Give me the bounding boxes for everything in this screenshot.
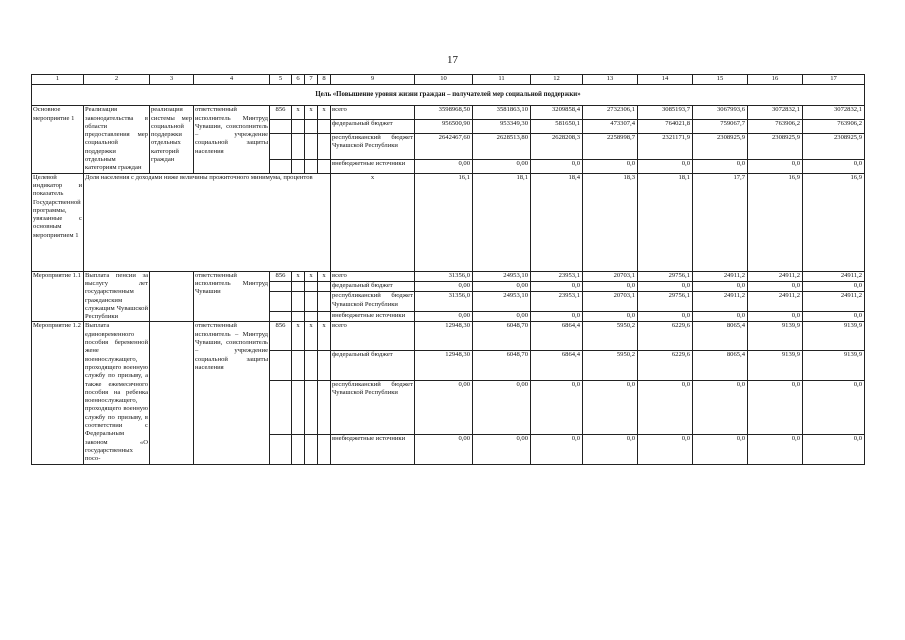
- amount-cell: 0,00: [473, 312, 531, 322]
- empty-code-cell: [270, 435, 292, 464]
- amount-cell: 0,0: [531, 312, 583, 322]
- indicator-value: 17,7: [693, 173, 748, 271]
- amount-cell: 0,00: [415, 435, 473, 464]
- empty-code-cell: [305, 312, 318, 322]
- amount-cell: 0,0: [693, 159, 748, 173]
- amount-cell: 581650,1: [531, 120, 583, 134]
- amount-cell: 24911,2: [693, 271, 748, 281]
- amount-cell: 0,0: [693, 435, 748, 464]
- code-x: x: [305, 271, 318, 281]
- amount-cell: 12948,30: [415, 351, 473, 380]
- amount-cell: 29756,1: [638, 292, 693, 312]
- amount-cell: 2628513,80: [473, 133, 531, 159]
- amount-cell: 0,0: [803, 159, 865, 173]
- amount-cell: 3209858,4: [531, 106, 583, 120]
- funding-source: федеральный бюджет: [331, 351, 415, 380]
- amount-cell: 0,0: [748, 435, 803, 464]
- item-executor: ответственный исполнитель Минтруд Чувашии, соисполнитель – учреждение социальной защиты населения: [194, 106, 270, 173]
- empty-code-cell: [318, 133, 331, 159]
- amount-cell: 0,0: [803, 380, 865, 435]
- funding-source: всего: [331, 271, 415, 281]
- col-header: 13: [583, 75, 638, 85]
- empty-code-cell: [270, 282, 292, 292]
- amount-cell: 0,0: [583, 312, 638, 322]
- budget-code: 856: [270, 271, 292, 281]
- amount-cell: 23953,1: [531, 271, 583, 281]
- event-row: [32, 322, 865, 351]
- item-goal: реализация системы мер социальной поддержки отдельных категорий граждан: [150, 106, 194, 173]
- amount-cell: 0,0: [583, 380, 638, 435]
- amount-cell: 24911,2: [803, 292, 865, 312]
- amount-cell: 24953,10: [473, 292, 531, 312]
- amount-cell: 20703,1: [583, 271, 638, 281]
- amount-cell: 2628208,3: [531, 133, 583, 159]
- col-header: 9: [331, 75, 415, 85]
- code-x: x: [292, 106, 305, 120]
- empty-code-cell: [318, 282, 331, 292]
- col-header: 14: [638, 75, 693, 85]
- item-code: Мероприятие 1.2: [32, 322, 84, 464]
- empty-code-cell: [305, 120, 318, 134]
- amount-cell: 6229,6: [638, 322, 693, 351]
- item-description: Реализация законодательства в области предоставления мер социальной поддержки отдельным категориям граждан: [85, 106, 148, 172]
- funding-source: внебюджетные источники: [331, 435, 415, 464]
- amount-cell: 6864,4: [531, 351, 583, 380]
- amount-cell: 3072832,1: [803, 106, 865, 120]
- amount-cell: 6048,70: [473, 322, 531, 351]
- amount-cell: 0,00: [473, 435, 531, 464]
- amount-cell: 6048,70: [473, 351, 531, 380]
- amount-cell: 0,0: [531, 159, 583, 173]
- amount-cell: 2308925,9: [748, 133, 803, 159]
- amount-cell: 0,00: [415, 282, 473, 292]
- empty-code-cell: [305, 380, 318, 435]
- amount-cell: 0,0: [748, 282, 803, 292]
- col-header: 5: [270, 75, 292, 85]
- code-x: x: [318, 106, 331, 120]
- budget-code: 856: [270, 322, 292, 351]
- indicator-label: Целевой индикатор и показатель Государственной программы, увязанные с основным мероприятием 1: [32, 173, 84, 271]
- amount-cell: 6864,4: [531, 322, 583, 351]
- item-code: Мероприятие 1.1: [32, 271, 84, 322]
- amount-cell: 0,0: [803, 435, 865, 464]
- indicator-value: 16,9: [748, 173, 803, 271]
- code-x: x: [292, 271, 305, 281]
- empty-code-cell: [305, 282, 318, 292]
- amount-cell: 3067993,6: [693, 106, 748, 120]
- amount-cell: 2732306,1: [583, 106, 638, 120]
- empty-code-cell: [292, 435, 305, 464]
- empty-code-cell: [292, 312, 305, 322]
- amount-cell: 24911,2: [693, 292, 748, 312]
- col-header: 15: [693, 75, 748, 85]
- amount-cell: 8065,4: [693, 351, 748, 380]
- funding-source: федеральный бюджет: [331, 120, 415, 134]
- item-goal: [150, 322, 194, 464]
- amount-cell: 0,0: [583, 282, 638, 292]
- indicator-value: 18,4: [531, 173, 583, 271]
- empty-code-cell: [292, 292, 305, 312]
- empty-code-cell: [270, 380, 292, 435]
- amount-cell: 763906,2: [748, 120, 803, 134]
- col-header: 1: [32, 75, 84, 85]
- empty-code-cell: [270, 312, 292, 322]
- amount-cell: 2308925,9: [803, 133, 865, 159]
- funding-source: республиканский бюджет Чувашской Республики: [331, 133, 415, 159]
- empty-code-cell: [292, 133, 305, 159]
- code-x: x: [318, 322, 331, 351]
- amount-cell: 0,0: [583, 435, 638, 464]
- col-header: 16: [748, 75, 803, 85]
- empty-code-cell: [270, 120, 292, 134]
- amount-cell: 23953,1: [531, 292, 583, 312]
- funding-source: республиканский бюджет Чувашской Республики: [331, 380, 415, 435]
- amount-cell: 3085193,7: [638, 106, 693, 120]
- col-header: 8: [318, 75, 331, 85]
- amount-cell: 759067,7: [693, 120, 748, 134]
- amount-cell: 5950,2: [583, 351, 638, 380]
- amount-cell: 31356,0: [415, 292, 473, 312]
- empty-code-cell: [305, 435, 318, 464]
- funding-source: всего: [331, 106, 415, 120]
- col-header: 11: [473, 75, 531, 85]
- amount-cell: 764021,8: [638, 120, 693, 134]
- amount-cell: 24953,10: [473, 271, 531, 281]
- amount-cell: 0,0: [693, 312, 748, 322]
- amount-cell: 9139,9: [803, 322, 865, 351]
- funding-source: республиканский бюджет Чувашской Республики: [331, 292, 415, 312]
- amount-cell: 0,0: [531, 435, 583, 464]
- empty-code-cell: [318, 120, 331, 134]
- empty-code-cell: [270, 133, 292, 159]
- empty-code-cell: [270, 159, 292, 173]
- amount-cell: 0,00: [415, 312, 473, 322]
- amount-cell: 9139,9: [803, 351, 865, 380]
- amount-cell: 0,0: [531, 282, 583, 292]
- indicator-row: [32, 173, 865, 271]
- amount-cell: 0,00: [415, 380, 473, 435]
- amount-cell: 0,0: [748, 312, 803, 322]
- item-goal: [150, 271, 194, 322]
- col-header: 6: [292, 75, 305, 85]
- col-header: 17: [803, 75, 865, 85]
- funding-source: внебюджетные источники: [331, 159, 415, 173]
- program-table: [31, 74, 865, 465]
- item-code: Основное мероприятие 1: [32, 106, 84, 173]
- item-description: Выплата единовременного пособия беременной жене военнослужащего, проходящего военную службу по призыву, а также ежемесячного пособия на ребенка военнослужащего, проходящего военную службу по призыву, в соответствии с Федеральным законом «О государственных посо-: [85, 322, 148, 463]
- amount-cell: 956500,90: [415, 120, 473, 134]
- amount-cell: 0,0: [531, 380, 583, 435]
- item-executor: ответственный исполнитель Минтруд Чувашии: [194, 271, 270, 322]
- item-description: Выплата пенсии за выслугу лет государственным гражданским служащим Чувашской Республики: [85, 271, 148, 321]
- empty-code-cell: [292, 159, 305, 173]
- col-header: 3: [150, 75, 194, 85]
- empty-code-cell: [305, 159, 318, 173]
- amount-cell: 0,0: [638, 312, 693, 322]
- budget-code: 856: [270, 106, 292, 120]
- section-row: [32, 106, 865, 120]
- page-number: 17: [447, 54, 458, 66]
- amount-cell: 0,00: [473, 380, 531, 435]
- empty-code-cell: [318, 312, 331, 322]
- amount-cell: 24911,2: [748, 292, 803, 312]
- amount-cell: 763906,2: [803, 120, 865, 134]
- empty-code-cell: [292, 351, 305, 380]
- amount-cell: 31356,0: [415, 271, 473, 281]
- amount-cell: 0,00: [473, 282, 531, 292]
- funding-source: внебюджетные источники: [331, 312, 415, 322]
- empty-code-cell: [318, 292, 331, 312]
- empty-code-cell: [305, 133, 318, 159]
- empty-code-cell: [318, 159, 331, 173]
- empty-code-cell: [292, 120, 305, 134]
- amount-cell: 3072832,1: [748, 106, 803, 120]
- empty-code-cell: [318, 380, 331, 435]
- empty-code-cell: [305, 292, 318, 312]
- code-x: x: [305, 322, 318, 351]
- empty-code-cell: [292, 380, 305, 435]
- amount-cell: 0,0: [803, 282, 865, 292]
- amount-cell: 5950,2: [583, 322, 638, 351]
- amount-cell: 24911,2: [748, 271, 803, 281]
- col-header: 7: [305, 75, 318, 85]
- indicator-value: 18,3: [583, 173, 638, 271]
- goal-row: [32, 85, 865, 106]
- event-row: [32, 271, 865, 281]
- empty-code-cell: [318, 435, 331, 464]
- empty-code-cell: [270, 292, 292, 312]
- empty-code-cell: [318, 351, 331, 380]
- empty-code-cell: [292, 282, 305, 292]
- goal-title: Цель «Повышение уровня жизни граждан – получателей мер социальной поддержки»: [32, 85, 865, 106]
- indicator-text: Доля населения с доходами ниже величины прожиточного минимума, процентов: [84, 173, 331, 271]
- col-header: 12: [531, 75, 583, 85]
- amount-cell: 9139,9: [748, 322, 803, 351]
- amount-cell: 3598968,50: [415, 106, 473, 120]
- amount-cell: 29756,1: [638, 271, 693, 281]
- indicator-value: 18,1: [473, 173, 531, 271]
- funding-source: федеральный бюджет: [331, 282, 415, 292]
- empty-code-cell: [305, 351, 318, 380]
- amount-cell: 2642467,60: [415, 133, 473, 159]
- amount-cell: 0,0: [638, 435, 693, 464]
- amount-cell: 0,0: [693, 282, 748, 292]
- amount-cell: 473307,4: [583, 120, 638, 134]
- amount-cell: 2321171,9: [638, 133, 693, 159]
- amount-cell: 20703,1: [583, 292, 638, 312]
- code-x: x: [318, 271, 331, 281]
- amount-cell: 0,0: [583, 159, 638, 173]
- amount-cell: 2308925,9: [693, 133, 748, 159]
- amount-cell: 0,00: [473, 159, 531, 173]
- amount-cell: 3581863,10: [473, 106, 531, 120]
- empty-code-cell: [270, 351, 292, 380]
- amount-cell: 0,00: [415, 159, 473, 173]
- amount-cell: 9139,9: [748, 351, 803, 380]
- item-executor: ответственный исполнитель – Минтруд Чувашии, соисполнитель – учреждение социальной защиты населения: [194, 322, 270, 464]
- funding-source: всего: [331, 322, 415, 351]
- col-header: 4: [194, 75, 270, 85]
- amount-cell: 2258998,7: [583, 133, 638, 159]
- amount-cell: 12948,30: [415, 322, 473, 351]
- amount-cell: 0,0: [693, 380, 748, 435]
- col-header: 2: [84, 75, 150, 85]
- amount-cell: 0,0: [748, 380, 803, 435]
- amount-cell: 8065,4: [693, 322, 748, 351]
- amount-cell: 0,0: [803, 312, 865, 322]
- indicator-x: x: [331, 173, 415, 271]
- amount-cell: 0,0: [748, 159, 803, 173]
- amount-cell: 24911,2: [803, 271, 865, 281]
- indicator-value: 16,1: [415, 173, 473, 271]
- amount-cell: 0,0: [638, 159, 693, 173]
- indicator-value: 16,9: [803, 173, 865, 271]
- amount-cell: 953349,30: [473, 120, 531, 134]
- code-x: x: [292, 322, 305, 351]
- amount-cell: 0,0: [638, 380, 693, 435]
- amount-cell: 6229,6: [638, 351, 693, 380]
- column-number-row: [32, 75, 865, 85]
- code-x: x: [305, 106, 318, 120]
- col-header: 10: [415, 75, 473, 85]
- amount-cell: 0,0: [638, 282, 693, 292]
- indicator-value: 18,1: [638, 173, 693, 271]
